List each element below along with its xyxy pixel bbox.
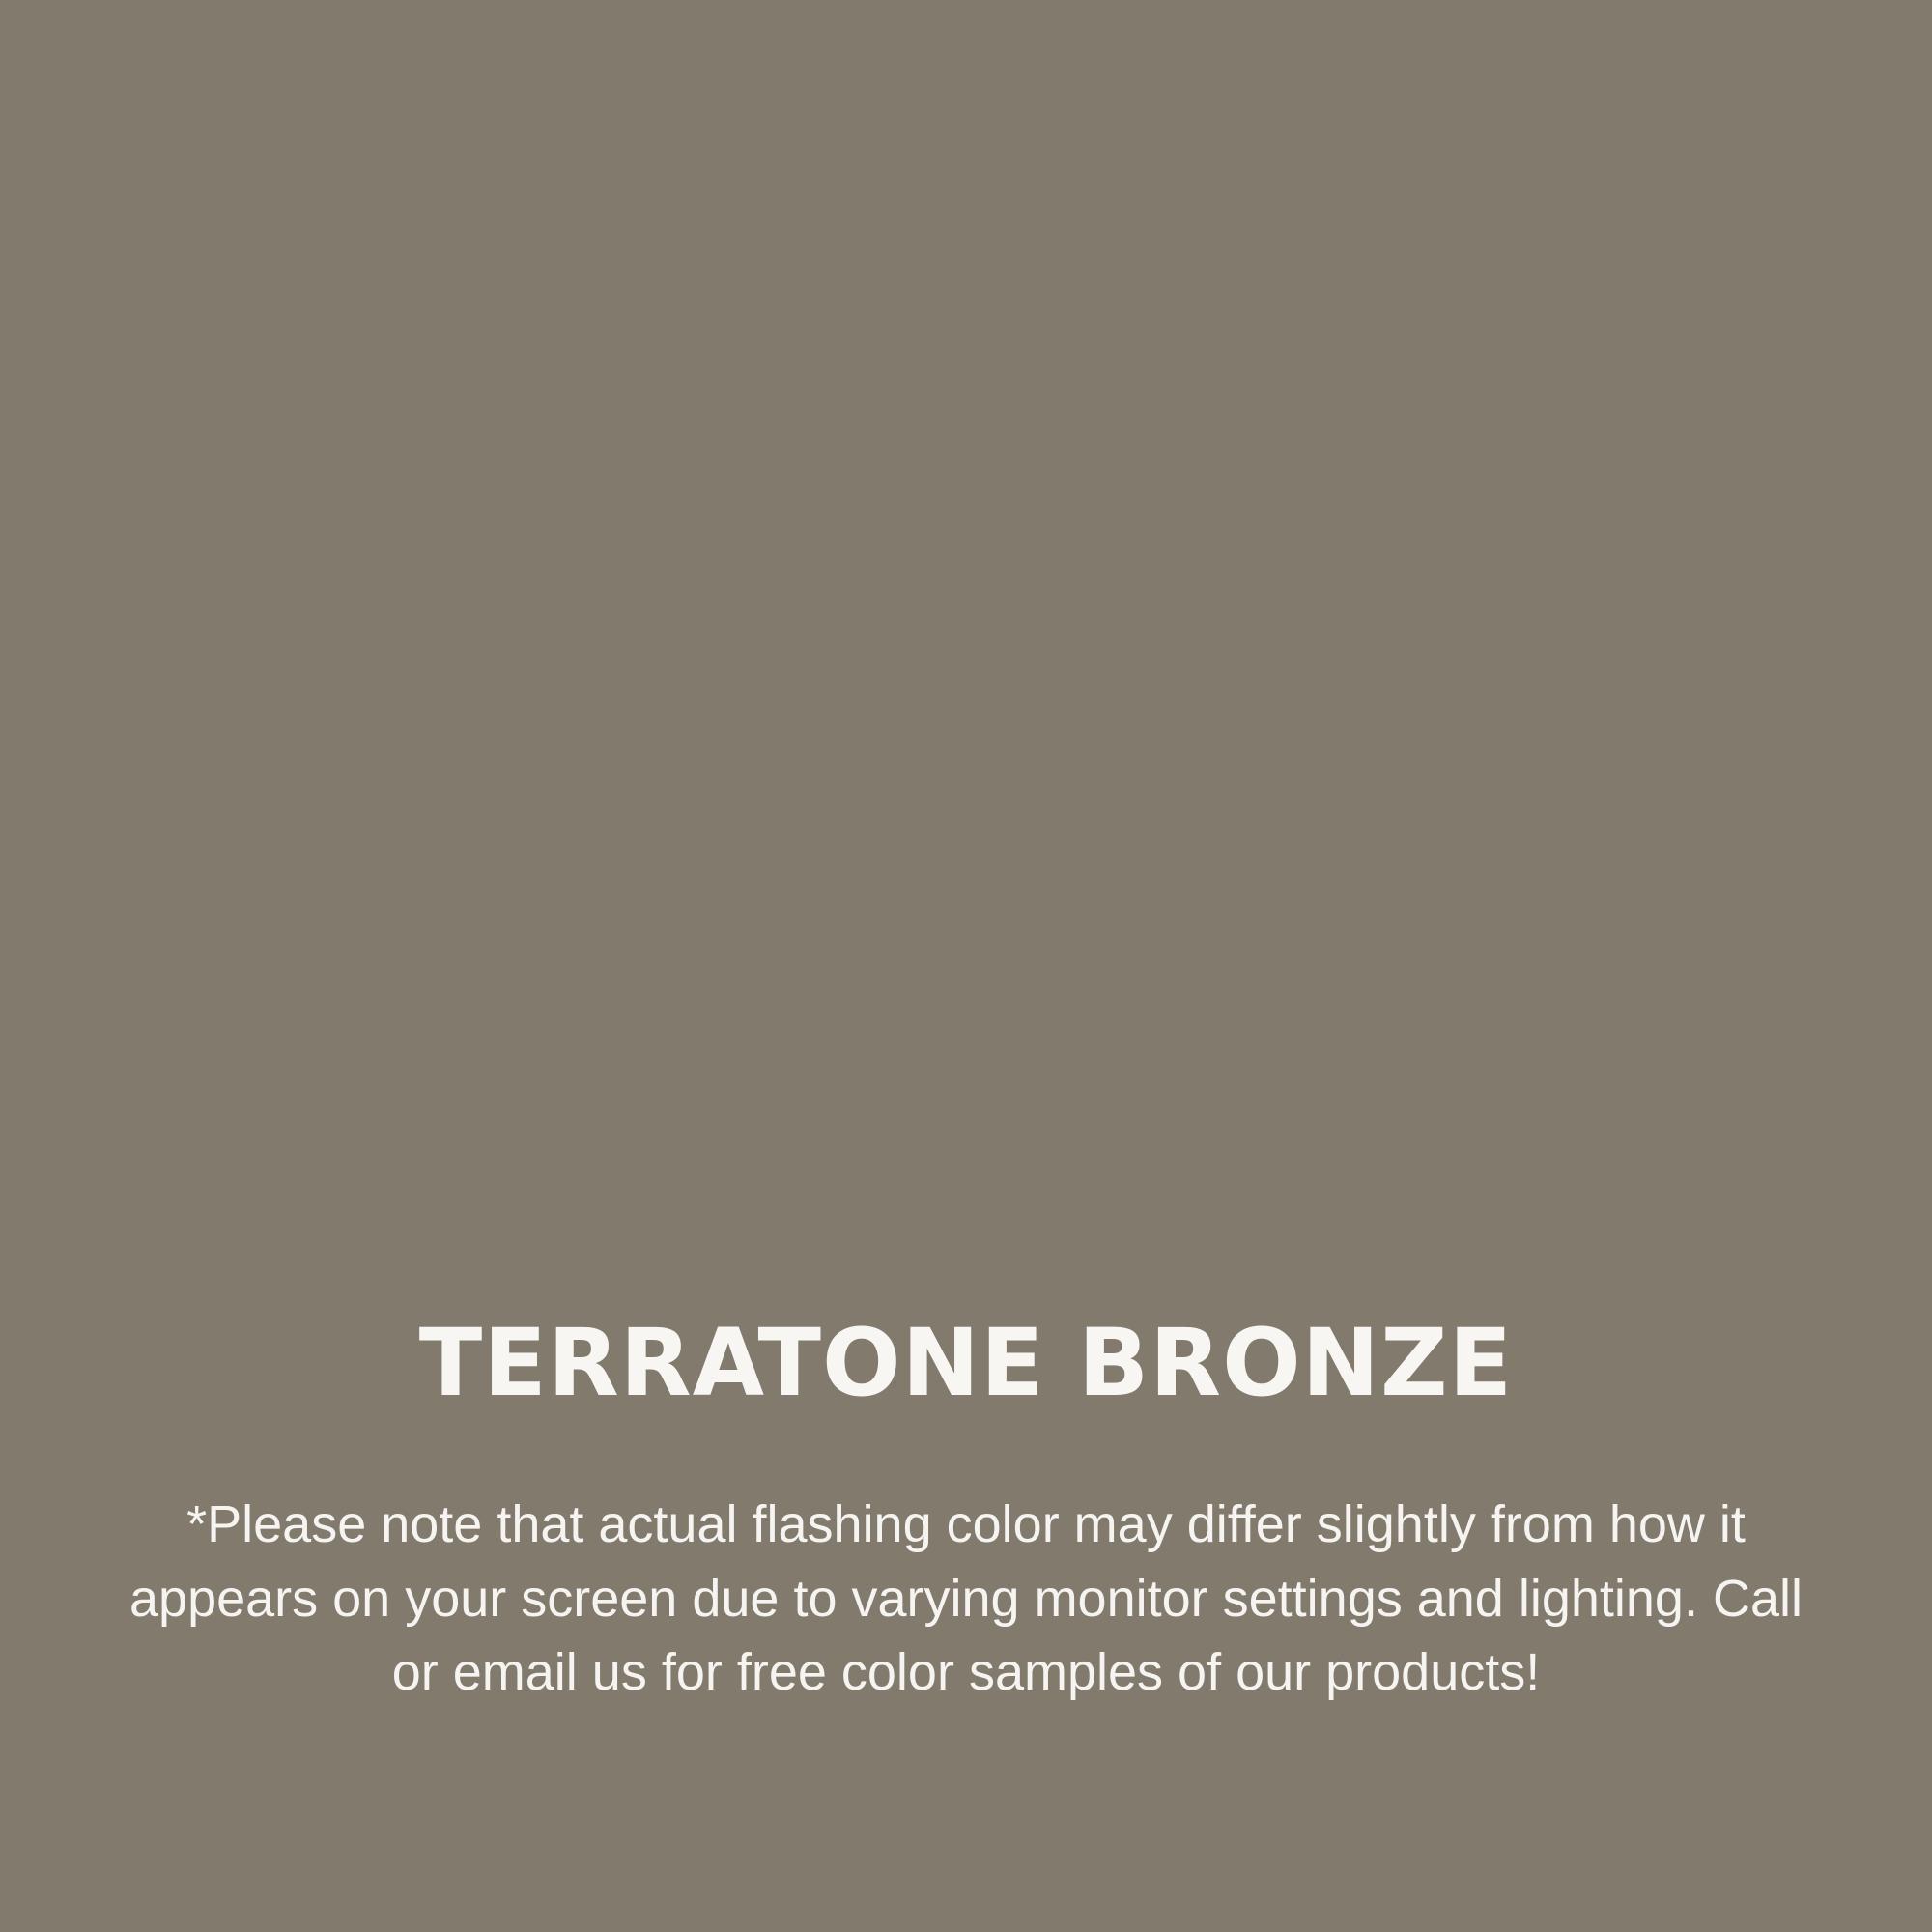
color-name-title: TERRATONE BRONZE xyxy=(418,1309,1514,1418)
color-disclaimer-text: *Please note that actual flashing color may differ slightly from how it appears on your screen due to varying monitor settings and lighting. Call or email us for free color samples of our products! xyxy=(129,1494,1803,1702)
